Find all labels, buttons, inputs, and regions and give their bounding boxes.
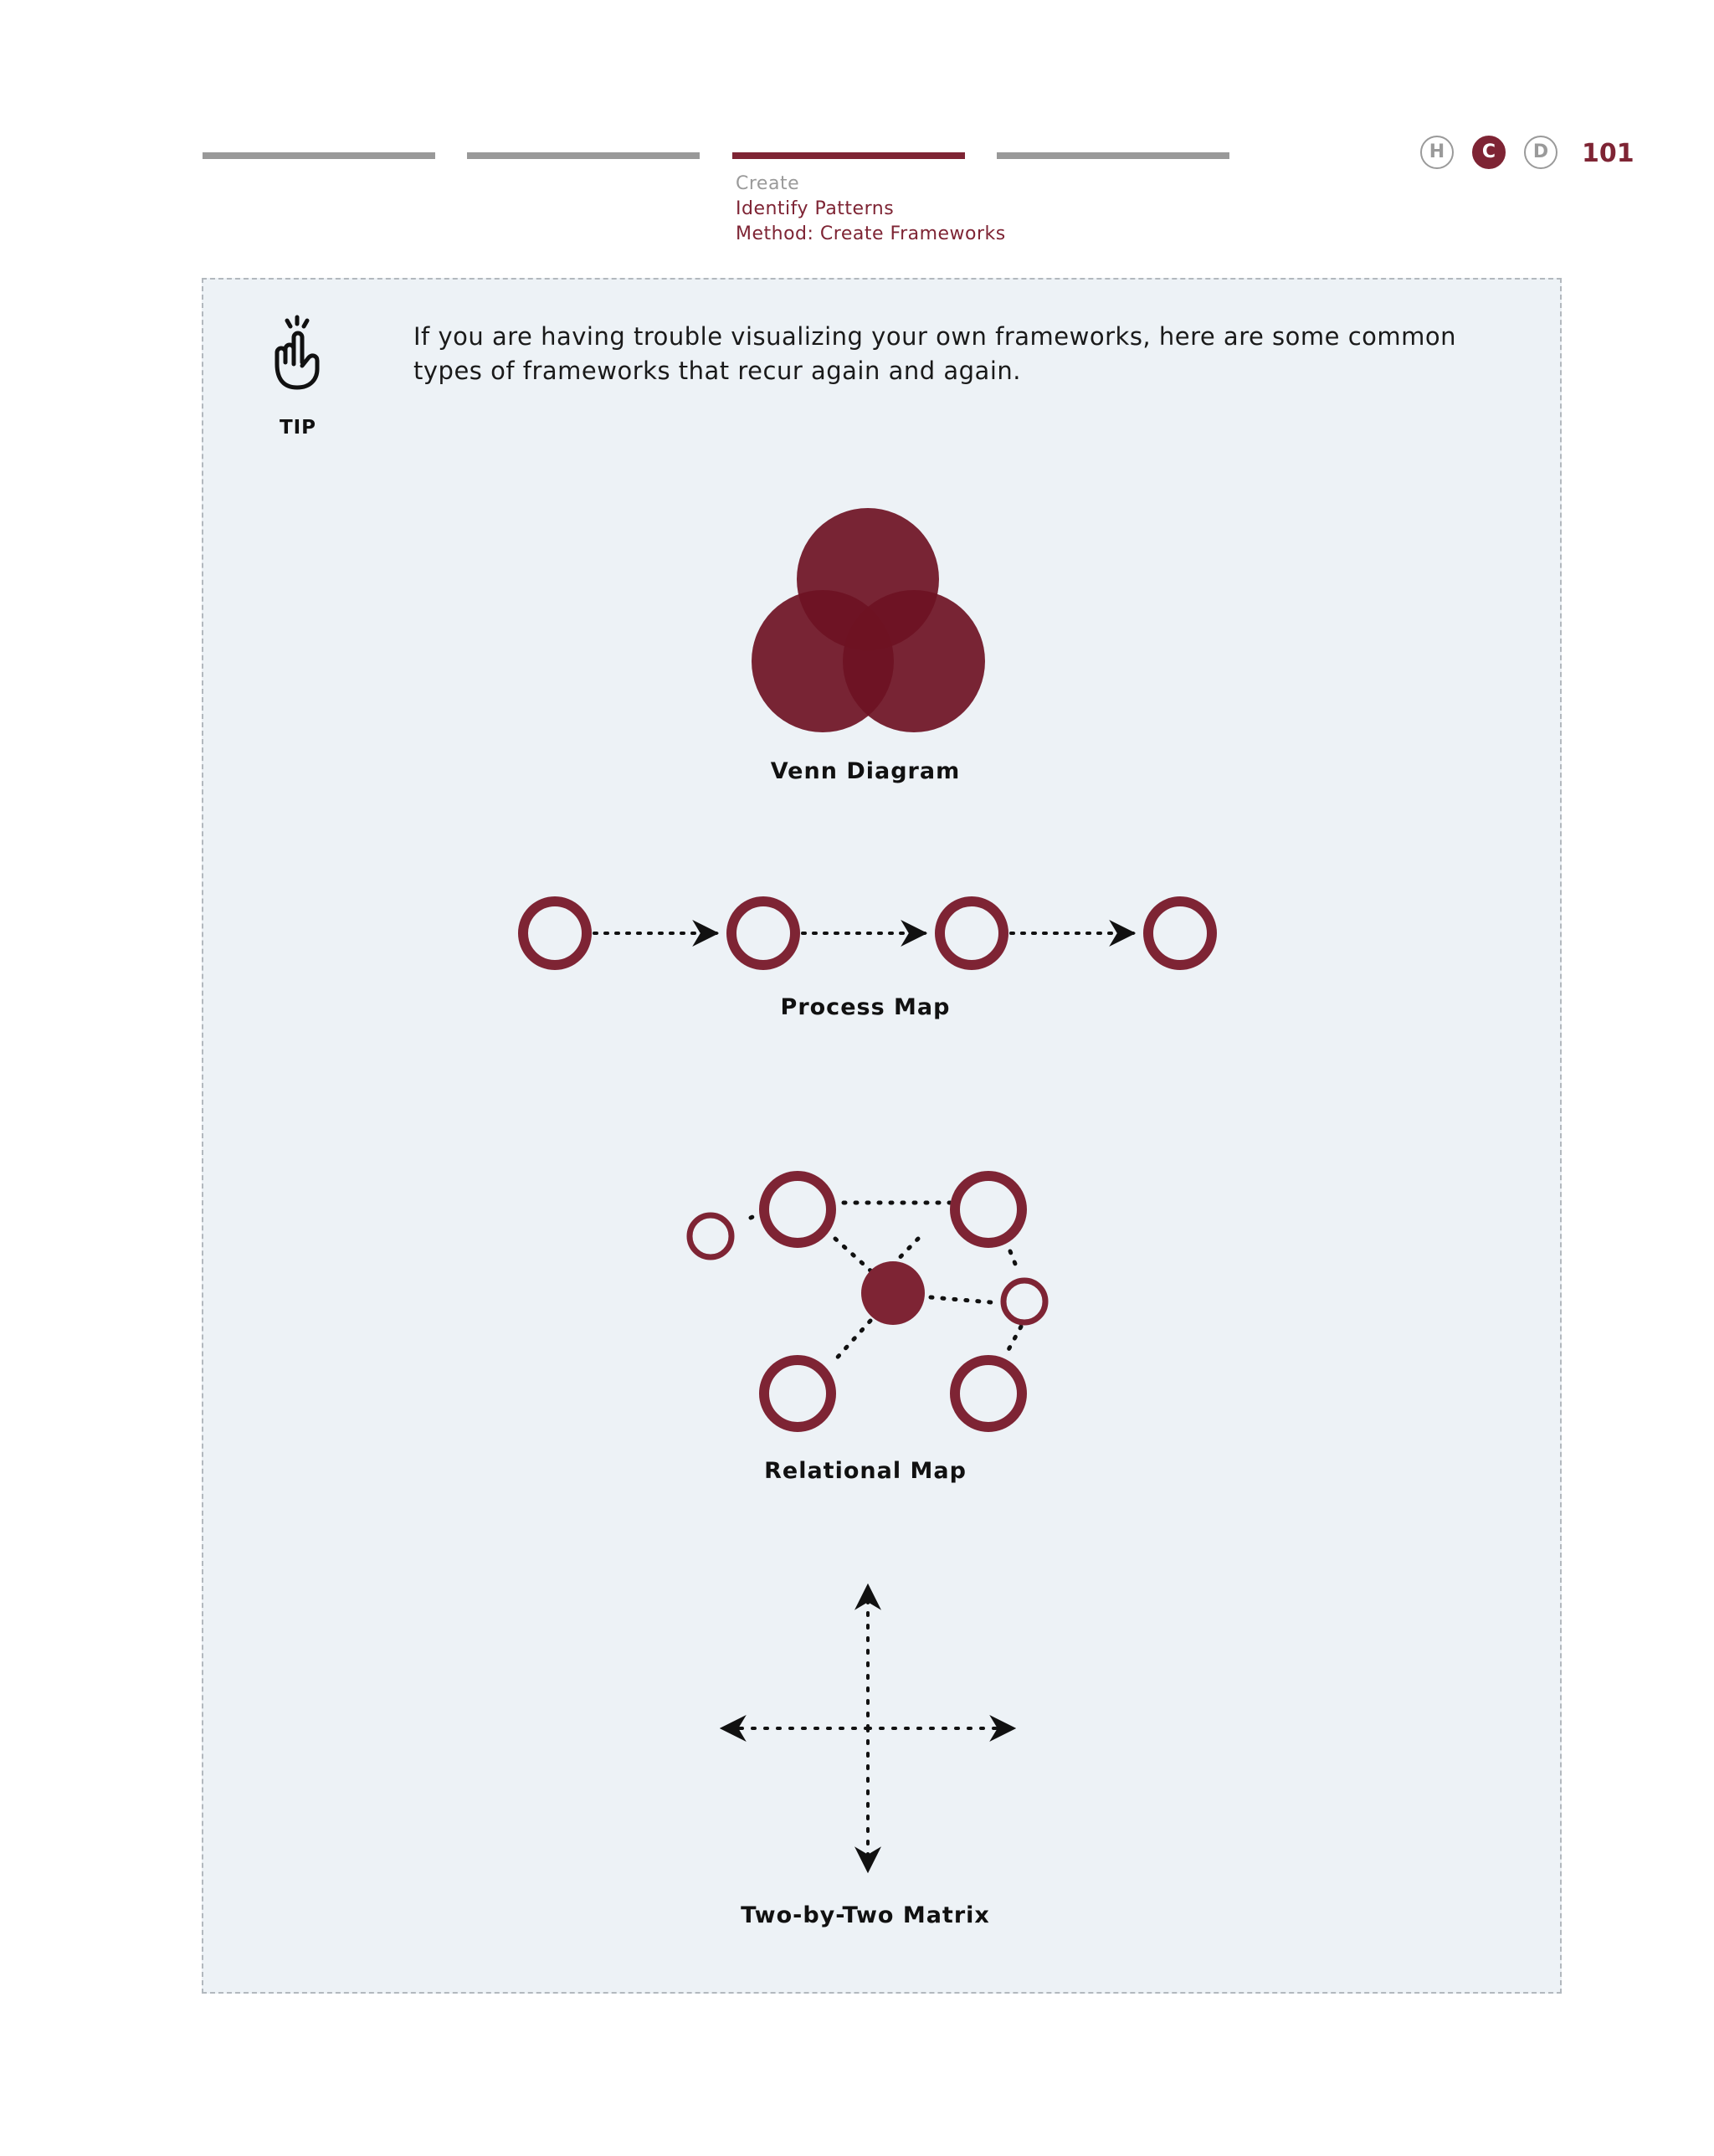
venn-diagram-label: Venn Diagram [770, 758, 961, 784]
nav-c-badge[interactable]: C [1472, 136, 1506, 169]
relational-node-small-right [1003, 1281, 1045, 1322]
two-by-two-matrix [722, 1586, 1014, 1871]
venn-circle-right [843, 590, 985, 732]
page-number: 101 [1582, 139, 1634, 168]
breadcrumb-topic: Identify Patterns [736, 198, 895, 219]
relational-node-bottom-left [764, 1360, 831, 1427]
process-node-4 [1148, 901, 1212, 965]
process-node-2 [731, 901, 795, 965]
relational-node-top-left [764, 1176, 831, 1243]
process-node-3 [940, 901, 1003, 965]
tip-text: If you are having trouble visualizing your own frameworks, here are some common types of frameworks that recur again and again. [413, 322, 1457, 385]
breadcrumb-section: Create [736, 173, 800, 194]
breadcrumb-method: Method: Create Frameworks [736, 223, 1006, 244]
tip-label: TIP [279, 417, 317, 439]
relational-node-small-left [690, 1215, 731, 1257]
nav-h-badge[interactable]: H [1420, 136, 1454, 169]
relational-node-top-right [955, 1176, 1022, 1243]
relational-node-center [861, 1261, 925, 1325]
venn-diagram [752, 508, 985, 732]
nav-d-badge[interactable]: D [1524, 136, 1557, 169]
two-by-two-matrix-label: Two-by-Two Matrix [741, 1902, 990, 1928]
relational-node-bottom-right [955, 1360, 1022, 1427]
relational-map-label: Relational Map [764, 1458, 967, 1484]
process-map-label: Process Map [780, 994, 951, 1020]
process-node-1 [523, 901, 587, 965]
